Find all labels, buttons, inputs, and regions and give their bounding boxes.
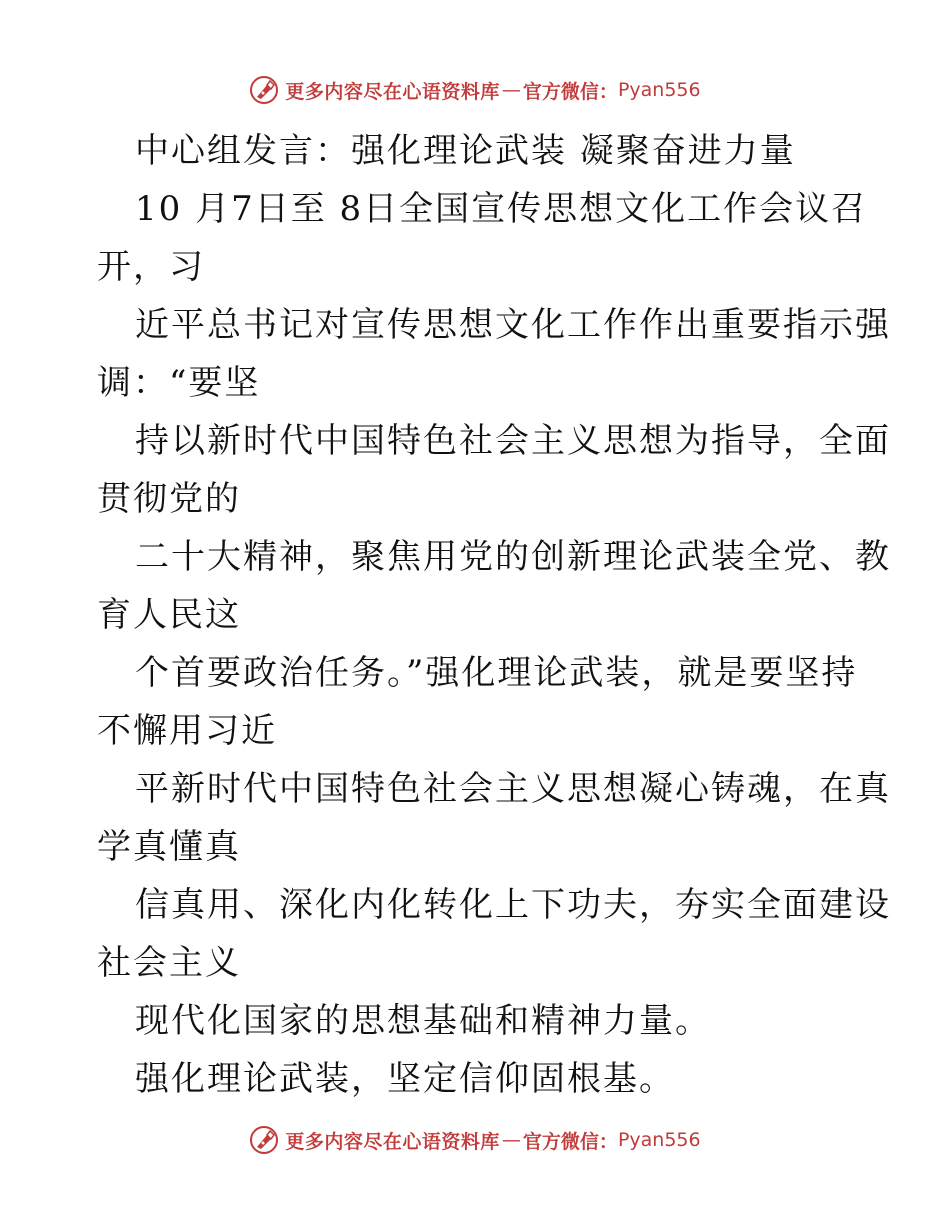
paragraph-line: 二十大精神，聚焦用党的创新理论武装全党、教 [135,537,891,577]
footer-banner [0,1120,950,1160]
pen-nib-icon [249,75,279,105]
paragraph-line: 近平总书记对宣传思想文化工作作出重要指示强 [135,305,891,345]
document-body [97,122,891,1108]
paragraph-line: 10 月7日至 8日全国宣传思想文化工作会议召 [135,189,868,229]
paragraph-line: 强化理论武装，坚定信仰固根基。 [135,1059,675,1099]
paragraph-line: 现代化国家的思想基础和精神力量。 [135,1001,711,1041]
banner-official-label: 官方微信： [522,80,618,103]
paragraph-line: 不懈用习近 [97,711,277,751]
paragraph-line: 信真用、深化内化转化上下功夫，夯实全面建设 [135,885,891,925]
banner-wechat-handle: Pyan556 [617,1129,701,1151]
paragraph-line: 开，习 [97,247,205,287]
paragraph-line: 育人民这 [97,595,241,635]
banner-brand-text: 更多内容尽在心语资料库 [285,80,500,103]
document-title: 中心组发言：强化理论武装 凝聚奋进力量 [135,131,796,171]
header-banner [0,70,950,110]
paragraph-line: 学真懂真 [97,827,241,867]
paragraph-line: 社会主义 [97,943,241,983]
banner-separator: — [501,1129,521,1151]
banner-wechat-handle: Pyan556 [617,79,701,101]
banner-brand-text: 更多内容尽在心语资料库 [285,1130,500,1153]
paragraph-line: 持以新时代中国特色社会主义思想为指导，全面 [135,421,891,461]
paragraph-line: 贯彻党的 [97,479,241,519]
banner-separator: — [501,79,521,101]
paragraph-line: 调：“要坚 [97,363,261,403]
paragraph-line: 平新时代中国特色社会主义思想凝心铸魂，在真 [135,769,891,809]
banner-official-label: 官方微信： [522,1130,618,1153]
paragraph-line: 个首要政治任务。”强化理论武装，就是要坚持 [135,653,858,693]
pen-nib-icon [249,1125,279,1155]
